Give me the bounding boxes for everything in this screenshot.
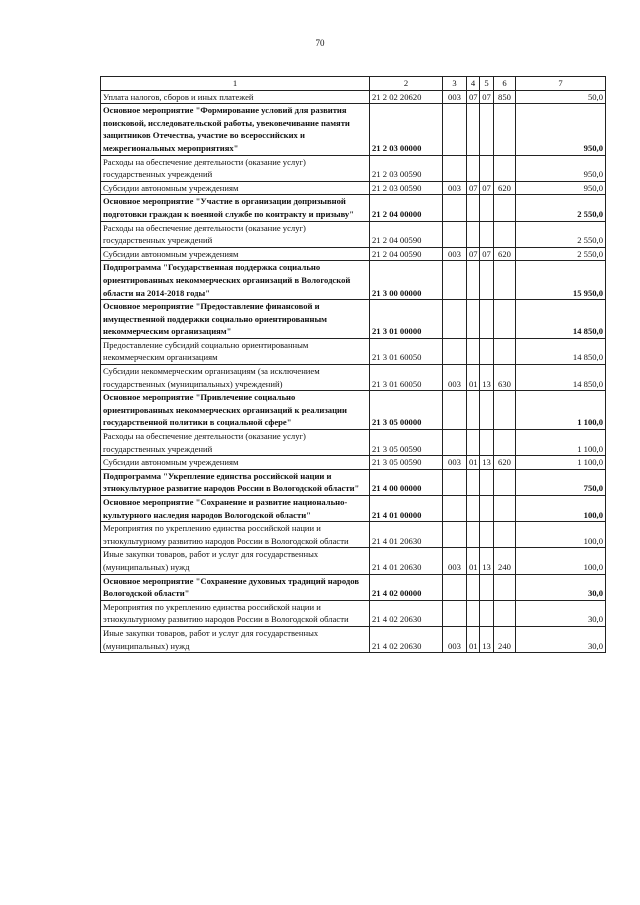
row-code-cell: 21 2 03 00590 [370,155,443,181]
row-name-cell: Уплата налогов, сборов и иных платежей [101,90,370,104]
row-code-cell: 21 4 01 20630 [370,522,443,548]
row-col3-cell: 003 [443,247,467,261]
row-col5-cell [480,391,494,430]
row-col4-cell [467,338,480,364]
row-code-cell: 21 2 04 00000 [370,195,443,221]
table-row [101,626,606,652]
row-col3-cell [443,469,467,495]
row-name-cell: Основное мероприятие "Сохранение и развитие национально-культурного наследия народов Вологодской области" [101,496,370,522]
row-col3-cell [443,104,467,155]
row-col3-cell: 003 [443,365,467,391]
row-name-cell: Расходы на обеспечение деятельности (оказание услуг) государственных учреждений [101,430,370,456]
row-code-cell: 21 4 02 20630 [370,626,443,652]
row-col5-cell: 07 [480,181,494,195]
header-cell: 7 [516,77,606,91]
row-col5-cell: 07 [480,90,494,104]
table-row [101,365,606,391]
row-col3-cell [443,522,467,548]
table-row [101,391,606,430]
row-amount-cell: 15 950,0 [516,261,606,300]
row-col5-cell [480,261,494,300]
table-row [101,261,606,300]
row-code-cell: 21 4 02 20630 [370,600,443,626]
row-col6-cell [494,469,516,495]
table-row [101,430,606,456]
row-name-cell: Субсидии автономным учреждениям [101,247,370,261]
row-col6-cell: 240 [494,548,516,574]
row-col5-cell [480,496,494,522]
row-code-cell: 21 4 00 00000 [370,469,443,495]
row-col5-cell [480,155,494,181]
row-col6-cell: 620 [494,456,516,470]
row-amount-cell: 14 850,0 [516,365,606,391]
row-col4-cell [467,600,480,626]
row-amount-cell: 50,0 [516,90,606,104]
row-col4-cell: 07 [467,247,480,261]
row-amount-cell: 1 100,0 [516,456,606,470]
row-name-cell: Иные закупки товаров, работ и услуг для государственных (муниципальных) нужд [101,548,370,574]
row-name-cell: Подпрограмма "Укрепление единства российской нации и этнокультурное развитие народов России в Вологодской области" [101,469,370,495]
row-col6-cell [494,522,516,548]
row-col6-cell: 620 [494,181,516,195]
row-amount-cell: 1 100,0 [516,391,606,430]
row-col4-cell [467,522,480,548]
row-col6-cell [494,221,516,247]
row-name-cell: Основное мероприятие "Привлечение социально ориентированных некоммерческих организаций к реализации государственной политики в социальной сфере" [101,391,370,430]
header-cell: 6 [494,77,516,91]
row-col4-cell [467,300,480,339]
row-col6-cell [494,391,516,430]
row-col6-cell [494,574,516,600]
row-col6-cell [494,104,516,155]
table-row [101,221,606,247]
row-col4-cell: 01 [467,456,480,470]
row-name-cell: Иные закупки товаров, работ и услуг для государственных (муниципальных) нужд [101,626,370,652]
row-col4-cell: 07 [467,90,480,104]
row-col6-cell [494,155,516,181]
row-col3-cell [443,574,467,600]
header-cell: 3 [443,77,467,91]
row-col4-cell [467,195,480,221]
row-col3-cell: 003 [443,456,467,470]
row-col3-cell [443,300,467,339]
row-col4-cell [467,574,480,600]
row-col5-cell [480,574,494,600]
row-name-cell: Основное мероприятие "Участие в организации допризывной подготовки граждан к военной службе по контракту и призыву" [101,195,370,221]
header-cell: 1 [101,77,370,91]
row-col6-cell: 630 [494,365,516,391]
row-col3-cell [443,430,467,456]
row-col4-cell: 01 [467,548,480,574]
row-code-cell: 21 3 05 00590 [370,430,443,456]
row-code-cell: 21 2 02 20620 [370,90,443,104]
page-number: 70 [315,38,325,48]
row-col4-cell: 01 [467,626,480,652]
row-name-cell: Субсидии автономным учреждениям [101,181,370,195]
row-amount-cell: 30,0 [516,600,606,626]
row-col5-cell [480,221,494,247]
row-col5-cell [480,104,494,155]
row-col5-cell [480,430,494,456]
row-col5-cell: 13 [480,365,494,391]
row-col3-cell [443,338,467,364]
row-col4-cell [467,430,480,456]
table-row [101,456,606,470]
row-code-cell: 21 3 05 00000 [370,391,443,430]
header-cell: 5 [480,77,494,91]
row-col4-cell [467,469,480,495]
table-row [101,90,606,104]
row-code-cell: 21 2 03 00000 [370,104,443,155]
row-col5-cell [480,600,494,626]
row-col4-cell [467,221,480,247]
header-row [101,77,606,91]
row-col3-cell: 003 [443,548,467,574]
row-name-cell: Предоставление субсидий социально ориентированным некоммерческим организациям [101,338,370,364]
row-code-cell: 21 3 01 60050 [370,365,443,391]
row-col4-cell: 01 [467,365,480,391]
table-row [101,195,606,221]
row-col5-cell: 07 [480,247,494,261]
row-name-cell: Основное мероприятие "Предоставление финансовой и имущественной поддержки социально ориентированным некоммерческим организациям" [101,300,370,339]
row-col4-cell: 07 [467,181,480,195]
row-name-cell: Основное мероприятие "Формирование условий для развития поисковой, исследовательской работы, увековечивание памяти защитников Отечества, участие во всероссийских и межрегиональных мероприятиях" [101,104,370,155]
table-row [101,247,606,261]
row-amount-cell: 2 550,0 [516,195,606,221]
row-name-cell: Расходы на обеспечение деятельности (оказание услуг) государственных учреждений [101,221,370,247]
row-col3-cell: 003 [443,626,467,652]
row-amount-cell: 100,0 [516,496,606,522]
row-name-cell: Субсидии автономным учреждениям [101,456,370,470]
table-row [101,548,606,574]
row-col5-cell: 13 [480,456,494,470]
row-code-cell: 21 4 01 20630 [370,548,443,574]
table-row [101,574,606,600]
row-amount-cell: 950,0 [516,155,606,181]
row-col6-cell: 240 [494,626,516,652]
row-col3-cell [443,391,467,430]
row-amount-cell: 950,0 [516,181,606,195]
row-amount-cell: 30,0 [516,626,606,652]
row-amount-cell: 2 550,0 [516,247,606,261]
row-code-cell: 21 3 00 00000 [370,261,443,300]
budget-table [100,76,606,653]
row-col5-cell [480,300,494,339]
row-col3-cell [443,261,467,300]
row-code-cell: 21 2 04 00590 [370,247,443,261]
row-name-cell: Основное мероприятие "Сохранение духовных традиций народов Вологодской области" [101,574,370,600]
row-col6-cell: 620 [494,247,516,261]
row-amount-cell: 2 550,0 [516,221,606,247]
table-row [101,155,606,181]
row-col6-cell [494,430,516,456]
row-amount-cell: 14 850,0 [516,338,606,364]
header-cell: 4 [467,77,480,91]
row-amount-cell: 750,0 [516,469,606,495]
row-amount-cell: 950,0 [516,104,606,155]
row-col4-cell [467,155,480,181]
row-col5-cell [480,469,494,495]
row-code-cell: 21 3 01 60050 [370,338,443,364]
row-col5-cell [480,338,494,364]
table-row [101,104,606,155]
table-row [101,522,606,548]
table-row [101,300,606,339]
row-amount-cell: 100,0 [516,522,606,548]
row-col3-cell [443,600,467,626]
row-col4-cell [467,261,480,300]
row-code-cell: 21 2 04 00590 [370,221,443,247]
row-col3-cell: 003 [443,90,467,104]
row-col6-cell [494,261,516,300]
row-amount-cell: 1 100,0 [516,430,606,456]
row-col6-cell [494,195,516,221]
row-col5-cell [480,522,494,548]
row-col6-cell [494,300,516,339]
row-col4-cell [467,496,480,522]
row-col3-cell [443,195,467,221]
table-row [101,600,606,626]
table-row [101,496,606,522]
row-col4-cell [467,104,480,155]
row-col6-cell [494,496,516,522]
row-col3-cell [443,155,467,181]
row-col6-cell [494,600,516,626]
row-col6-cell [494,338,516,364]
row-col5-cell [480,195,494,221]
row-code-cell: 21 4 01 00000 [370,496,443,522]
row-code-cell: 21 4 02 00000 [370,574,443,600]
row-name-cell: Субсидии некоммерческим организациям (за исключением государственных (муниципальных) учреждений) [101,365,370,391]
row-amount-cell: 100,0 [516,548,606,574]
row-name-cell: Мероприятия по укреплению единства российской нации и этнокультурному развитию народов России в Вологодской области [101,522,370,548]
row-col4-cell [467,391,480,430]
table-row [101,181,606,195]
table-row [101,469,606,495]
row-col6-cell: 850 [494,90,516,104]
row-code-cell: 21 2 03 00590 [370,181,443,195]
header-cell: 2 [370,77,443,91]
row-amount-cell: 14 850,0 [516,300,606,339]
row-name-cell: Расходы на обеспечение деятельности (оказание услуг) государственных учреждений [101,155,370,181]
table-row [101,338,606,364]
row-col3-cell [443,221,467,247]
row-name-cell: Мероприятия по укреплению единства российской нации и этнокультурному развитию народов России в Вологодской области [101,600,370,626]
row-amount-cell: 30,0 [516,574,606,600]
row-col5-cell: 13 [480,626,494,652]
row-code-cell: 21 3 01 00000 [370,300,443,339]
row-col3-cell: 003 [443,181,467,195]
row-code-cell: 21 3 05 00590 [370,456,443,470]
row-name-cell: Подпрограмма "Государственная поддержка социально ориентированных некоммерческих организаций в Вологодской области на 2014-2018 годы" [101,261,370,300]
row-col5-cell: 13 [480,548,494,574]
row-col3-cell [443,496,467,522]
